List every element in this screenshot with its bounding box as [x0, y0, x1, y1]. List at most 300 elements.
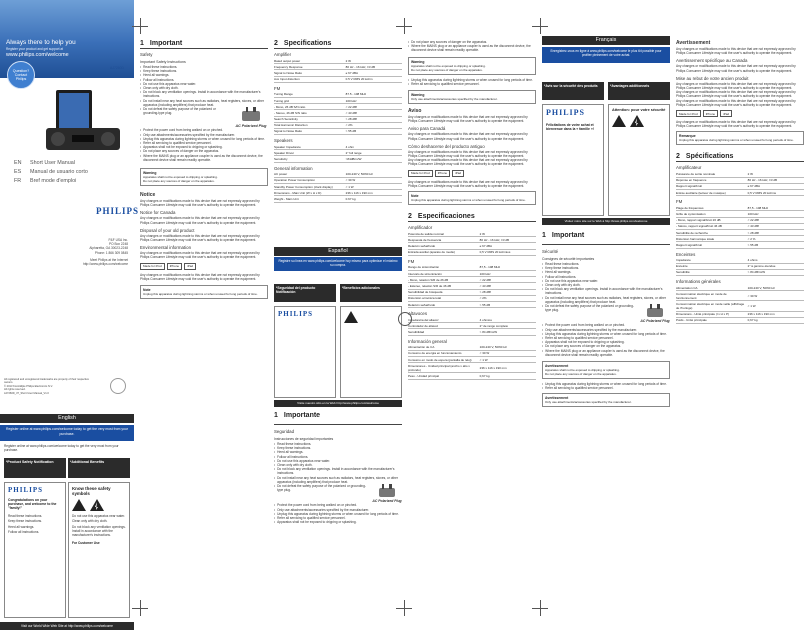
spec-label: Distorsión armónica total	[408, 295, 480, 301]
spec-value: 87.5 - 108 MHz	[346, 92, 402, 98]
spec-value: 100-240 V, 50/60 Hz	[480, 345, 536, 351]
register-bar[interactable]: Register online at www.philips.com/welcome today to get the very most from your purchase.	[0, 425, 134, 441]
fr-safety-item: • Do not use this apparatus near water.	[542, 279, 670, 283]
spec-value: 87,5 - 108 MHz	[480, 265, 536, 271]
fr-ipod-badges	[676, 110, 804, 117]
spec-label: Relación señal/ruido	[408, 301, 480, 307]
plug-row	[140, 107, 268, 128]
dock-display	[72, 135, 94, 142]
spec-value: 100 kHz	[346, 97, 402, 103]
fr-note-box	[542, 393, 670, 407]
fr-safety-item: • Refer all servicing to qualified service personnel.	[542, 336, 670, 340]
fr-bullets	[542, 382, 670, 390]
spec-label: - Mono, rapport signal/bruit 26 dB	[676, 217, 748, 223]
spec-value: 4 ohmios	[480, 317, 536, 323]
spec-row	[274, 128, 402, 134]
spec-value: 80 Hz - 16 kHz, ±3 dB	[748, 177, 804, 183]
spec-value: 2 W	[480, 231, 536, 237]
spec-value: 4 ohms	[748, 258, 804, 264]
spec-value: 2 W	[748, 171, 804, 177]
es-warning-line: Apparatus shall not be exposed to dripping or splashing.	[411, 63, 486, 68]
fr-remarque-line: Unplug this apparatus during lightning storms or when unused for long periods of time.	[679, 138, 794, 143]
fr-enc-table	[676, 258, 804, 277]
es-beneficios-title: *Beneficios adicionales	[342, 286, 380, 290]
spec-label: Grille de syntonisation	[676, 211, 748, 217]
notice-text: Any changes or modifications made to this device that are not expressly approved by Philips Consumer Lifestyle may void the user's authority to operate the equipment.	[140, 199, 260, 208]
question-badge-text: Question? Contact Philips	[12, 69, 30, 81]
fr-safety-symbols	[612, 115, 666, 127]
es-ipod-badges	[408, 170, 536, 177]
spec-label: Sensibilidad	[408, 329, 480, 335]
canada-text: Any changes or modifications made to this device that are not expressly approved by Philips Consumer Lifestyle may void the user's authority to operate the equipment.	[140, 216, 260, 225]
spec-value: 0.67 kg	[346, 196, 402, 202]
spec-value: < 43 dBf	[748, 223, 804, 229]
es-eliminacion-text-2: Any changes or modifications made to this device that are not expressly approved by Philips Consumer Lifestyle may void the user's authority to operate the equipment.	[408, 158, 528, 167]
fr-remarque-title: Remarque	[679, 134, 696, 139]
fr-avert-title: Avertissement	[545, 364, 569, 369]
section-title: Spécifications	[685, 153, 734, 161]
es-alt-table	[408, 317, 536, 336]
fr-safety-item: • Unplug this apparatus during lightning storms or when unused for long periods of time.	[542, 332, 670, 336]
spec-row	[274, 196, 402, 202]
es-warning-title: Warning	[411, 59, 425, 64]
spec-value: < 2%	[480, 295, 536, 301]
spec-value: 80 Hz - 16 kHz, ±3 dB	[346, 64, 402, 70]
spec-label: Plage de fréquences	[676, 205, 748, 211]
crop-mark	[396, 18, 412, 34]
es-register-bar[interactable]: Registre su línea en www.philips.com/welcome hoy mismo para optimizar el máximo su compra.	[274, 257, 402, 271]
spec-label: Respuesta de frecuencia	[408, 237, 480, 243]
section-title: Important	[149, 40, 183, 47]
spec-label: Controlador de altavoz	[408, 323, 480, 329]
spec-label: Dimensions - Main Unit (W x H x D)	[274, 190, 346, 196]
spec-value: >84dB/m/W	[346, 156, 402, 162]
spec-row	[408, 249, 536, 255]
spec-value: 80 Hz - 16 kHz, ±3 dB	[480, 237, 536, 243]
es-safety-item: • Refer all servicing to qualified service personnel.	[274, 516, 402, 520]
fr-securite-symbols: Attention: pour votre sécurité	[612, 108, 666, 112]
es-safety-item: • Follow all instructions.	[274, 455, 402, 459]
fr-plug-row	[542, 304, 670, 323]
spec-row	[676, 242, 804, 248]
fm-table	[274, 92, 402, 135]
fr-safety-block	[542, 246, 670, 407]
spec-label: Sensibilité	[676, 269, 748, 275]
congrats-text: Congratulations on your purchase, and welcome to the "family!"	[8, 498, 57, 510]
spec-value: 2" à gamme étendue	[748, 263, 804, 269]
es-safety-item: • Keep these instructions.	[274, 446, 402, 450]
es-aviso-heading: Aviso	[408, 108, 422, 115]
spec-value: > 84 dB/m/W	[480, 329, 536, 335]
recycle-icon	[110, 378, 126, 394]
safety-item: • Do not use this apparatus near water.	[140, 82, 268, 86]
amp-table	[274, 58, 402, 83]
language-item	[14, 178, 124, 184]
fr-amp-heading: Amplificateur	[676, 165, 702, 171]
cover-column	[0, 0, 140, 632]
safety-item: • Read these instructions.	[140, 65, 268, 69]
es-philips-card	[274, 306, 336, 398]
english-bar: English	[0, 414, 134, 423]
fr-rebut-heading: Mise au rebut de votre ancien produit	[676, 75, 749, 81]
spec-label: Rango de sintonización	[408, 265, 480, 271]
address-block	[48, 238, 128, 266]
note-line: Unplug this apparatus during lightning storms or when unused for long periods of time.	[143, 292, 258, 297]
spec-value: > 55 dB	[480, 301, 536, 307]
fr-avert-box	[542, 361, 670, 379]
es-amp-heading: Amplificador	[408, 225, 433, 231]
fr-safety-item: • Only use attachments/accessories specified by the manufacturer.	[542, 328, 670, 332]
es-safety-list	[274, 442, 402, 524]
warning-title: Warning	[143, 171, 157, 176]
spec-value: 236 x 116 x 190 mm	[346, 190, 402, 196]
spec-label: Search Sensitivity	[274, 116, 346, 122]
fr-avert-heading: Avertissement	[676, 40, 711, 46]
spec-label: Puissance de sortie nominale	[676, 171, 748, 177]
francais-bar: Français	[542, 36, 670, 45]
fr-securite-title: *Avis sur la sécurité des produits	[544, 84, 598, 88]
trademark-line: AJ7260D_37_Short User Manual_V1.0	[4, 391, 49, 395]
es-safety-item: • Apparatus shall not be exposed to dripping or splashing.	[274, 520, 402, 524]
spec-label: - Mono, 26 dB S/N ratio	[274, 104, 346, 110]
warning-triangle-icon	[344, 311, 358, 323]
fr-rebut-text: Any changes or modifications made to this device that are not expressly approved by Philips Consumer Lifestyle may void the user's authority to operate the equipment.	[676, 81, 796, 91]
es-sec2-heading	[408, 213, 536, 220]
fr-visit-bar[interactable]: Visitez notre site sur le Web à http://www.philips.com/welcome	[542, 218, 670, 225]
spec-label: Consommation électrique en mode veille (affichage de l'horloge)	[676, 301, 748, 311]
safety-notif-title: *Product Safety Notification	[6, 460, 54, 464]
heading-rule	[274, 424, 402, 425]
es-alt-heading: Altavoces	[408, 311, 428, 317]
spec-value: 2 W	[346, 58, 402, 64]
fr-safety-item: • Do not defeat the safety purpose of the polarized or grounding-type plug.	[542, 304, 637, 323]
es-bullets	[408, 78, 536, 86]
warning-line: Do not place any sources of danger on the apparatus.	[143, 179, 215, 184]
spec-label: Weight - Main Unit	[274, 196, 346, 202]
spec-row	[408, 329, 536, 335]
spec-value: 87,5 - 108 MHz	[748, 205, 804, 211]
lang-code: EN	[14, 160, 22, 166]
fr-general-table	[676, 285, 804, 324]
philips-card-left	[4, 482, 66, 618]
fr-fm-heading: FM	[676, 199, 683, 205]
fr-plug-label: AC Polarized Plug	[640, 319, 670, 324]
spec-value: 0,67 kg	[748, 317, 804, 323]
es-fm-table	[408, 265, 536, 308]
en-sec1-heading	[140, 40, 268, 47]
spec-row	[676, 269, 804, 275]
section-number: 2	[408, 213, 412, 221]
spec-value: < 2 %	[748, 236, 804, 242]
spec-label: Alimentation CA	[676, 285, 748, 291]
spec-row	[408, 373, 536, 379]
note-box	[140, 285, 268, 299]
meet-url[interactable]: http://www.philips.com/welcome	[83, 262, 128, 267]
spec-label: Aux Input distortion	[274, 76, 346, 82]
language-item	[14, 169, 124, 175]
spec-label: Poids - Unité principale	[676, 317, 748, 323]
spec-label: Dimensiones - Unidad principal (ancho x alto x profundo)	[408, 363, 480, 373]
fr-register-bar[interactable]: Enregistrez-vous en ligne à www.philips.com/welcome le plus tôt possible pour profiter pleinement de votre achat.	[542, 47, 670, 63]
safety-item: • Do not place any sources of danger on the apparatus.	[140, 149, 268, 153]
amp-heading: Amplifier	[274, 52, 292, 57]
es-visit-bar[interactable]: Visite nuestro sitio en la Web http://www.philips.com/welcome	[274, 400, 402, 407]
fr-card-logo: PHILIPS	[546, 108, 586, 117]
fr-safety-item: • Read these instructions.	[542, 262, 670, 266]
visit-bar[interactable]: Visit our World Wide Web Site at http://www.philips.com/welcome	[0, 622, 134, 630]
card-body-line: Keep these instructions.	[8, 519, 43, 524]
notice-heading: Notice	[140, 192, 156, 199]
heading-rule	[274, 48, 402, 49]
en-sec2-heading	[274, 40, 402, 47]
spec-value: 100-240 V, 50/60 Hz	[748, 285, 804, 291]
spec-label: Impédance	[676, 258, 748, 264]
card-philips-logo: PHILIPS	[8, 486, 44, 494]
spec-label: Consumo de energía en funcionamiento	[408, 350, 480, 356]
warning-triangle-icon	[612, 115, 626, 127]
es-nota-line: Unplug this apparatus during lightning storms or when unused for long periods of time.	[411, 198, 526, 203]
espanol-bar: Español	[274, 247, 402, 256]
spec-value: ≥ 67 dBA	[480, 243, 536, 249]
spec-value: 236 x 116 x 190 mm	[748, 311, 804, 317]
spec-label: Consumo en modo de espera (pantalla de reloj)	[408, 357, 480, 363]
fr-general-heading: Informations générales	[676, 279, 721, 285]
made-for-badge: Made for iPod	[408, 170, 433, 177]
spec-label: Consommation électrique en mode de fonctionnement	[676, 291, 748, 301]
es-safety-item: • Do not block any ventilation openings. Install in accordance with the manufacturer's instructions.	[274, 467, 402, 475]
spec-value: < 30 W	[480, 350, 536, 356]
es-safety-item: • Heed all warnings.	[274, 450, 402, 454]
spec-row	[408, 363, 536, 373]
section-title: Specifications	[283, 40, 332, 47]
warning-line: Apparatus shall not be exposed to dripping or splashing.	[143, 175, 218, 180]
fr-safety-item: • Follow all instructions.	[542, 275, 670, 279]
spec-label: Speaker Driver	[274, 150, 346, 156]
section-title: Importante	[283, 412, 321, 419]
spec-label: Impedancia del altavoz	[408, 317, 480, 323]
spec-row	[676, 317, 804, 323]
es-plug-label: AC Polarized Plug	[372, 499, 402, 504]
spec-value: > 55 dB	[748, 242, 804, 248]
es-safety-item: • Unplug this apparatus during lightning storms or when unused for long periods of time.	[274, 512, 402, 516]
es-fm-heading: FM	[408, 258, 415, 264]
section-number: 1	[140, 40, 144, 47]
spec-value: 100 kHz	[748, 211, 804, 217]
es-seguridad-box	[274, 284, 336, 302]
speakers-heading: Speakers	[274, 138, 293, 144]
register-intro-text: Register online at www.philips.com/welcome today to get the very most from your purchase.	[4, 444, 119, 453]
es-safety-heading: Seguridad	[274, 429, 295, 434]
spec-label: Speaker Impedance	[274, 144, 346, 150]
fr-note-line: Only use attachments/accessories specified by the manufacturer.	[545, 400, 632, 405]
spec-label: - Stereo, 46 dB S/N ratio	[274, 110, 346, 116]
safety-item: • Do not install near any heat sources such as radiators, heat registers, stoves, or other apparatus (including amplifiers) that produce heat.	[140, 99, 268, 107]
welcome-url[interactable]: www.philips.com/welcome	[6, 52, 69, 58]
language-item	[14, 160, 124, 166]
spec-value: > 28 dBf	[346, 116, 402, 122]
trademark-line: All rights reserved.	[4, 388, 26, 392]
es-sec1-heading	[274, 412, 402, 419]
spec-value: < 43 dBf	[346, 110, 402, 116]
spec-value: > 84 dB/m/W	[748, 269, 804, 275]
heading-rule	[408, 221, 536, 222]
fr-rebut-text-2: Any changes or modifications made to this device that are not expressly approved by Philips Consumer Lifestyle may void the user's authority to operate the equipment.	[676, 90, 796, 99]
fr-safety-card	[608, 104, 670, 216]
address-line: PO Box 2248	[109, 242, 128, 247]
es-warning-box	[408, 57, 536, 75]
spec-label: Entrée auxiliaire (lecteur de musique)	[676, 190, 748, 196]
fr-item: • Unplug this apparatus during lightning storms or when unused for long periods of time.	[542, 382, 670, 386]
fr-safety-item: • Do not block any ventilation openings. Install in accordance with the manufacturer's instructions.	[542, 287, 670, 295]
es-eliminacion-text: Any changes or modifications made to this device that are not expressly approved by Philips Consumer Lifestyle may void the user's authority to operate the equipment.	[408, 149, 528, 159]
spec-label: Total Harmonic Distortion	[274, 122, 346, 128]
register-intro	[4, 444, 130, 454]
spec-label: Signal to Noise Ratio	[274, 128, 346, 134]
trademark-line: © 2013 Koninklijke Philips Electronics N.V.	[4, 384, 53, 388]
crop-mark	[132, 18, 148, 34]
fr-sec2-heading	[676, 153, 804, 160]
safety-instr-heading: Important Safety Instructions	[140, 60, 186, 64]
safety-item: • Do not block any ventilation openings. Install in accordance with the manufacturer's instructions.	[140, 90, 268, 98]
made-for-badge: Made for iPod	[676, 110, 701, 117]
spec-label: Potencia de salida nominal	[408, 231, 480, 237]
es-safety-item: • Read these instructions.	[274, 442, 402, 446]
fr-securite-box	[542, 82, 604, 100]
canada-heading: Notice for Canada	[140, 210, 176, 216]
spec-label: Rapport signal/bruit	[676, 242, 748, 248]
es-item: • Do not place any sources of danger on the apparatus.	[408, 40, 536, 44]
env-heading: Environmental information	[140, 245, 192, 251]
product-image	[44, 84, 124, 154]
es-item: • Unplug this apparatus during lightning storms or when unused for long periods of time.	[408, 78, 536, 82]
heading-rule	[676, 161, 804, 162]
spec-value: > 28 dBf	[748, 229, 804, 235]
ac-plug-icon	[240, 107, 262, 123]
trademark-line: All registered and unregistered trademarks are property of their respective owners.	[4, 378, 89, 385]
general-table	[274, 172, 402, 203]
spec-value: ≥ 67 dBA	[346, 70, 402, 76]
spec-row	[274, 76, 402, 82]
philips-logo-cover: PHILIPS	[96, 206, 140, 216]
ipod-badges	[140, 263, 268, 270]
iphone-badge: iPhone	[167, 263, 182, 270]
speaker-right	[101, 132, 115, 146]
fr-safety-item: • Where the MAINS plug or an appliance coupler is used as the disconnect device, the disconnect device shall remain readily operable.	[542, 349, 670, 357]
fr-avert-line: Do not place any sources of danger on the apparatus.	[545, 372, 617, 377]
spec-label: - Stéréo, rapport signal/bruit 46 dB	[676, 223, 748, 229]
benefits-box	[68, 458, 130, 478]
fr-fm-table	[676, 205, 804, 248]
es-safety-item: • Clean only with dry cloth.	[274, 463, 402, 467]
note-title: Note	[143, 288, 151, 293]
es-safety-item: • Do not install near any heat sources such as radiators, heat registers, stoves, or other apparatus (including amplifiers) that produce heat.	[274, 476, 402, 484]
spec-value: 0,67 kg	[480, 373, 536, 379]
es-amp-table	[408, 231, 536, 256]
crop-mark	[532, 600, 548, 616]
es-safety-block	[274, 426, 402, 524]
fr-note-title: Avertissement	[545, 396, 569, 401]
es-canada-text: Any changes or modifications made to this device that are not expressly approved by Philips Consumer Lifestyle may void the user's authority to operate the equipment.	[408, 132, 528, 141]
trademark-block	[4, 378, 94, 395]
en-important-column	[140, 0, 268, 632]
spec-label: AC power	[274, 172, 346, 178]
spec-label: Peso - Unidad principal	[408, 373, 480, 379]
spec-label: - Mono, relación S/R de 26 dB	[408, 277, 480, 283]
es-eliminacion-heading: Cómo deshacerse del producto antiguo	[408, 143, 485, 149]
attention-label: For Customer Use	[72, 541, 100, 546]
fr-safety-item: • Do not install near any heat sources such as radiators, heat registers, stoves, or other apparatus (including amplifiers) that produce heat.	[542, 296, 670, 304]
registration-mark	[398, 312, 412, 326]
heading-rule	[140, 48, 268, 49]
fr-avantages-title: *Avantages additionnels	[610, 84, 650, 88]
card-body	[8, 514, 62, 534]
fr-rebut-text-3: Any changes or modifications made to this device that are not expressly approved by Philips Consumer Lifestyle may void the user's authority to operate the equipment.	[676, 98, 796, 107]
spec-value: < 22 dBf	[748, 217, 804, 223]
lang-label: Short User Manual	[30, 160, 75, 166]
spec-row	[274, 156, 402, 162]
fr-safety-item: • Protect the power cord from being walked on or pinched.	[542, 323, 670, 327]
safety-card-line: Do not use this apparatus near water.	[72, 514, 125, 518]
spec-value: 2" full range	[346, 150, 402, 156]
spec-value: < 2%	[346, 122, 402, 128]
spec-label: Sensibilidad de búsqueda	[408, 289, 480, 295]
section-title: Important	[551, 232, 585, 239]
question-badge	[7, 61, 35, 89]
fr-safety-list	[542, 262, 670, 357]
spec-row	[676, 301, 804, 311]
crop-mark	[132, 600, 148, 616]
ipad-badge: iPad	[184, 263, 196, 270]
spec-value: 0,5 V RMS 20 kohms	[748, 190, 804, 196]
fr-safety-item: • Heed all warnings.	[542, 270, 670, 274]
speaker-left	[51, 132, 65, 146]
ipad-screen	[59, 93, 89, 131]
crop-mark	[532, 18, 548, 34]
es-safety-item: • Do not use this apparatus near water.	[274, 459, 402, 463]
spec-label: Enceinte	[676, 263, 748, 269]
spec-value: 100-240 V, 50/60 Hz	[346, 172, 402, 178]
spec-label: Relación señal/ruido	[408, 243, 480, 249]
spec-value: < 22 dBf	[480, 277, 536, 283]
ac-plug-figure	[234, 107, 268, 128]
safety-item: • Protect the power cord from being walked on or pinched.	[140, 128, 268, 132]
fr-safety-item: • Do not place any sources of danger on the apparatus.	[542, 344, 670, 348]
es-safety-instr: Instrucciones de seguridad importantes	[274, 437, 334, 441]
lang-label: Manual de usuario corto	[30, 169, 88, 175]
es-atencion-title: Warning	[411, 93, 425, 98]
spec-label: Signal to Noise Ratio	[274, 70, 346, 76]
es-item: • Refer all servicing to qualified service personnel.	[408, 82, 536, 86]
safety-item: • Do not defeat the safety purpose of the polarized or grounding-type plug.	[140, 107, 231, 128]
es-safety-card	[340, 306, 402, 398]
es-atencion-box	[408, 90, 536, 104]
fr-sec1-heading	[542, 232, 670, 239]
iphone-badge: iPhone	[703, 110, 718, 117]
fr-column	[542, 0, 670, 632]
fr-felicitations: Félicitations de votre achat et bienvenue dans la « famille »!	[546, 123, 594, 131]
address-line: P&F USA Inc.	[108, 238, 128, 242]
spec-label: Tuning Range	[274, 92, 346, 98]
section-title: Especificaciones	[417, 213, 475, 221]
safety-heading: Safety	[140, 52, 153, 57]
lightning-triangle-icon	[630, 115, 644, 127]
es-safety-item: • Only use attachments/accessories specified by the manufacturer.	[274, 508, 402, 512]
fr-item: • Refer all servicing to qualified service personnel.	[542, 386, 670, 390]
model-number: AJ7260D	[110, 66, 124, 70]
es-safety-item: • Protect the power cord from being walked on or pinched.	[274, 503, 402, 507]
es-plug-row	[274, 484, 402, 503]
spec-label: Standby Power Consumption (clock display)	[274, 184, 346, 190]
